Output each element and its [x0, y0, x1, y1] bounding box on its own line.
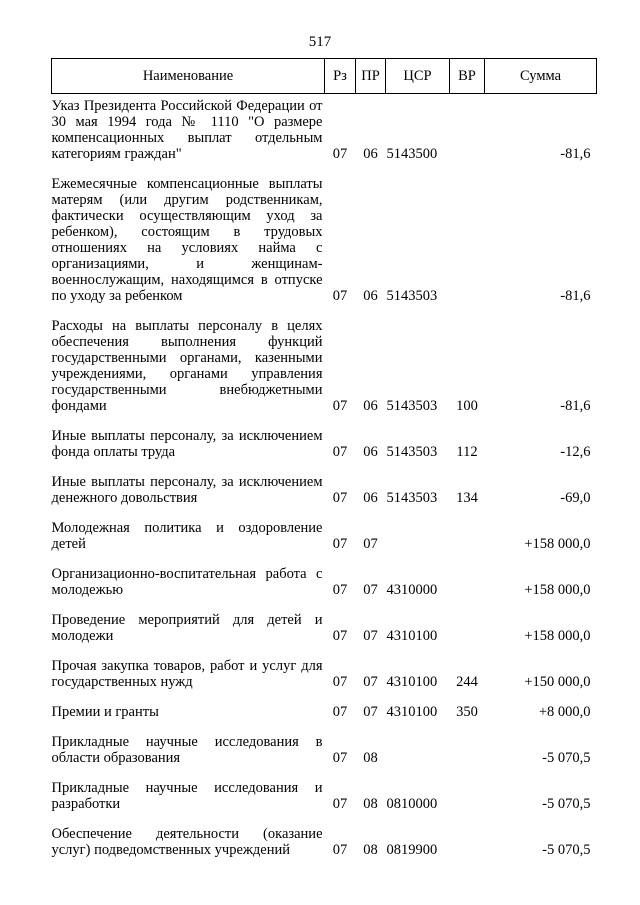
row-csr: 4310000 [386, 582, 438, 598]
row-csr: 5143503 [386, 288, 438, 304]
row-vr [450, 766, 485, 812]
row-csr: 5143500 [386, 146, 438, 162]
row-sum: +158 000,0 [524, 536, 591, 552]
row-rz: 07 [332, 628, 348, 644]
row-pr: 06 [363, 398, 378, 414]
row-vr [450, 552, 485, 598]
table-row [52, 766, 597, 812]
row-csr: 5143503 [386, 398, 438, 414]
row-rz: 07 [332, 398, 348, 414]
row-vr: 244 [456, 674, 478, 690]
row-pr: 07 [363, 582, 378, 598]
table-row [52, 162, 597, 304]
budget-table [51, 58, 597, 858]
row-pr: 06 [363, 288, 378, 304]
row-pr: 06 [363, 490, 378, 506]
row-csr: 4310100 [386, 628, 438, 644]
row-name: Иные выплаты персоналу, за исключением фонда оплаты труда [51, 428, 323, 460]
row-name: Иные выплаты персоналу, за исключением денежного довольствия [51, 474, 323, 506]
header-rz: Рз [325, 59, 356, 94]
row-rz: 07 [332, 704, 348, 720]
row-vr: 134 [456, 490, 478, 506]
row-pr: 07 [363, 704, 378, 720]
row-rz: 07 [332, 536, 348, 552]
row-rz: 07 [332, 674, 348, 690]
row-sum: +8 000,0 [538, 704, 591, 720]
table-row [52, 304, 597, 414]
header-sum: Сумма [485, 59, 597, 94]
row-rz: 07 [332, 288, 348, 304]
header-vr: ВР [450, 59, 485, 94]
row-name: Указ Президента Российской Федерации от 30 мая 1994 года № 1110 "О размере компенсационных выплат отдельным категориям граждан" [51, 98, 323, 162]
table-row [52, 690, 597, 720]
row-vr [450, 720, 485, 766]
row-csr: 4310100 [386, 674, 438, 690]
row-name: Ежемесячные компенсационные выплаты матерям (или другим родственникам, фактически осуществляющим уход за ребенком), состоящим в трудовых отношениях на условиях найма с организациями, и женщинам-военнослужащим, находящимся в отпуске по уходу за ребенком [51, 176, 323, 304]
row-name: Прикладные научные исследования и разработки [51, 780, 323, 812]
row-pr: 07 [363, 628, 378, 644]
page-number: 517 [308, 34, 332, 50]
row-sum: -5 070,5 [542, 750, 591, 766]
table-row [52, 552, 597, 598]
row-rz: 07 [332, 444, 348, 460]
row-name: Расходы на выплаты персоналу в целях обеспечения выполнения функций государственными органами, казенными учреждениями, органами управления государственными внебюджетными фондами [51, 318, 323, 414]
row-csr: 5143503 [386, 444, 438, 460]
row-rz: 07 [332, 146, 348, 162]
table-row [52, 598, 597, 644]
row-sum: -12,6 [560, 444, 591, 460]
table-row [52, 506, 597, 552]
table-row [52, 812, 597, 858]
row-pr: 08 [363, 796, 378, 812]
table-body [52, 94, 597, 859]
row-vr [450, 94, 485, 163]
row-pr: 06 [363, 146, 378, 162]
table-row [52, 414, 597, 460]
table-row [52, 644, 597, 690]
row-csr: 0819900 [386, 842, 438, 858]
row-pr: 08 [363, 750, 378, 766]
row-sum: -81,6 [560, 398, 591, 414]
row-vr [450, 812, 485, 858]
row-pr: 07 [363, 536, 378, 552]
row-rz: 07 [332, 796, 348, 812]
table-header [52, 59, 597, 94]
header-csr: ЦСР [386, 59, 450, 94]
row-csr [386, 720, 450, 766]
row-vr [450, 598, 485, 644]
row-pr: 07 [363, 674, 378, 690]
row-name: Организационно-воспитательная работа с молодежью [51, 566, 323, 598]
row-pr: 08 [363, 842, 378, 858]
row-sum: -69,0 [560, 490, 591, 506]
row-vr [450, 162, 485, 304]
row-name: Премии и гранты [51, 704, 159, 720]
row-sum: -81,6 [560, 288, 591, 304]
row-sum: +158 000,0 [524, 582, 591, 598]
row-rz: 07 [332, 842, 348, 858]
row-rz: 07 [332, 490, 348, 506]
table-row [52, 460, 597, 506]
row-sum: -81,6 [560, 146, 591, 162]
row-rz: 07 [332, 750, 348, 766]
row-name: Обеспечение деятельности (оказание услуг) подведомственных учреждений [51, 826, 323, 858]
row-sum: -5 070,5 [542, 796, 591, 812]
row-rz: 07 [332, 582, 348, 598]
table-row [52, 720, 597, 766]
header-pr: ПР [356, 59, 386, 94]
table-row [52, 94, 597, 163]
row-sum: +150 000,0 [524, 674, 591, 690]
row-sum: +158 000,0 [524, 628, 591, 644]
row-vr: 112 [456, 444, 478, 460]
row-sum: -5 070,5 [542, 842, 591, 858]
row-csr [386, 506, 450, 552]
row-name: Молодежная политика и оздоровление детей [51, 520, 323, 552]
row-csr: 0810000 [386, 796, 438, 812]
row-name: Прикладные научные исследования в области образования [51, 734, 323, 766]
row-pr: 06 [363, 444, 378, 460]
header-name: Наименование [52, 59, 325, 94]
row-name: Прочая закупка товаров, работ и услуг для государственных нужд [51, 658, 323, 690]
row-csr: 4310100 [386, 704, 438, 720]
row-csr: 5143503 [386, 490, 438, 506]
row-vr: 350 [456, 704, 478, 720]
row-name: Проведение мероприятий для детей и молодежи [51, 612, 323, 644]
row-vr: 100 [456, 398, 478, 414]
row-vr [450, 506, 485, 552]
